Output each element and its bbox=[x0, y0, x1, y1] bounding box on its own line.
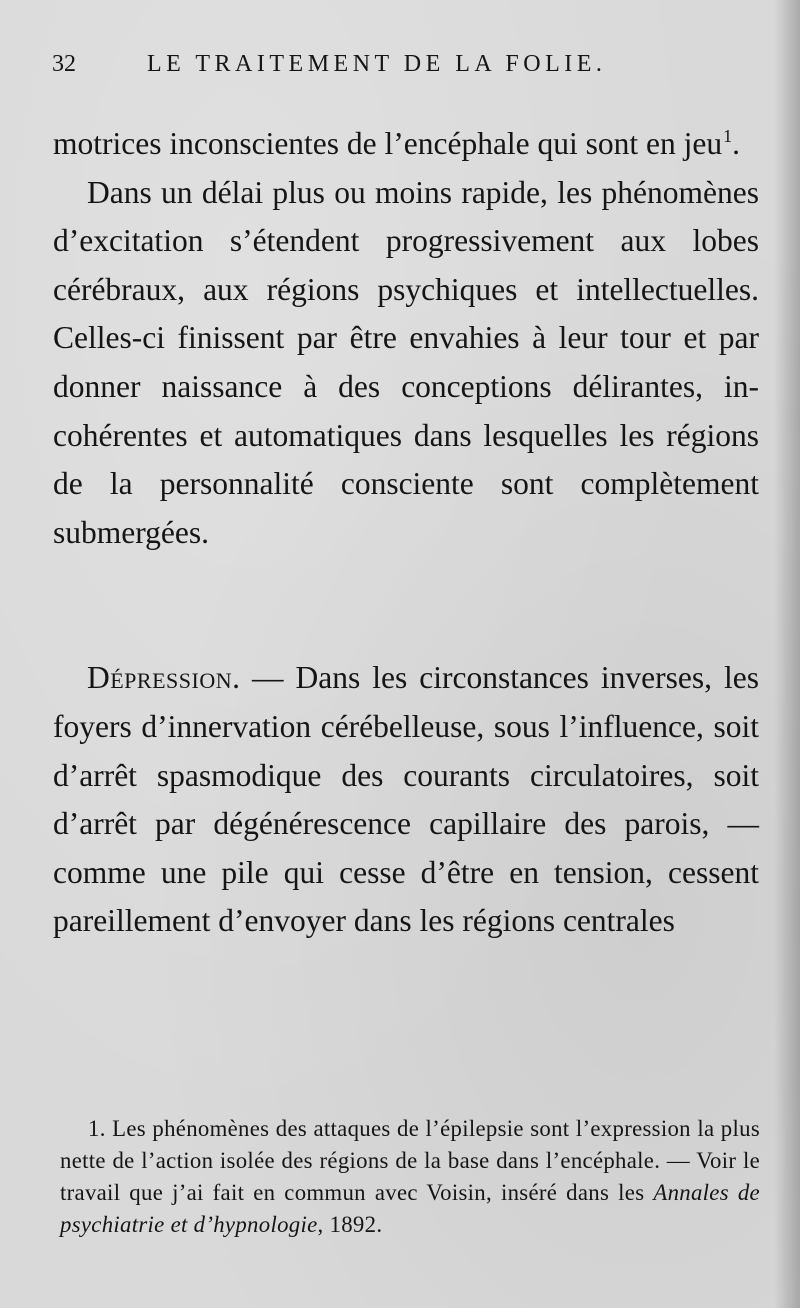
section-paragraph bbox=[53, 654, 759, 946]
section-heading: Dépression bbox=[87, 660, 233, 696]
footnote-tail: , 1892. bbox=[317, 1212, 383, 1237]
paragraph-text: . — Dans les circonstances inverses, les foyers d’innervation cérébelleuse, sous l’influence, soit d’arrêt spasmodique des courants circulatoires, soit d’arrêt par dégénérescence capillaire des parois, — comme une pile qui cesse d’être en tension, cessent pareillement d’envoyer dans les régions centrales bbox=[53, 660, 759, 939]
footnote-reference: 1 bbox=[723, 126, 733, 146]
footnote-text bbox=[60, 1113, 760, 1241]
running-title: LE TRAITEMENT DE LA FOLIE. bbox=[147, 51, 607, 77]
footnote-journal-title: Annales de psychiatrie et d’hypnologie bbox=[60, 1180, 760, 1237]
paragraph-tail: . bbox=[732, 126, 741, 161]
running-head bbox=[52, 44, 752, 84]
paragraph-text: motrices inconscientes de l’encéphale qui sont en jeu bbox=[53, 126, 723, 161]
footnote-body: . Les phénomènes des attaques de l’épilepsie sont l’expression la plus nette de l’action isolée des régions de la base dans l’encéphale. — Voir le travail que j’ai fait en commun avec Voisin, inséré dans les bbox=[60, 1116, 760, 1205]
paragraph-text: Dans un délai plus ou moins rapide, les phénomènes d’excitation s’étendent progressivement aux lobes cérébraux, aux régions psychiques et intellectuelles. Celles-ci finissent par être envahies à leur tour et par donner naissance à des conceptions délirantes, incohérentes et automatiques dans lesquelles les régions de la personnalité consciente sont complètement submergées. bbox=[53, 174, 759, 550]
page-number: 32 bbox=[52, 51, 76, 77]
paragraph-continuation bbox=[53, 120, 759, 169]
page-edge-shadow bbox=[774, 0, 800, 1308]
footnote bbox=[60, 1113, 760, 1241]
paragraph bbox=[53, 169, 759, 558]
footnote-number: 1 bbox=[88, 1116, 100, 1141]
body-text bbox=[53, 120, 759, 946]
